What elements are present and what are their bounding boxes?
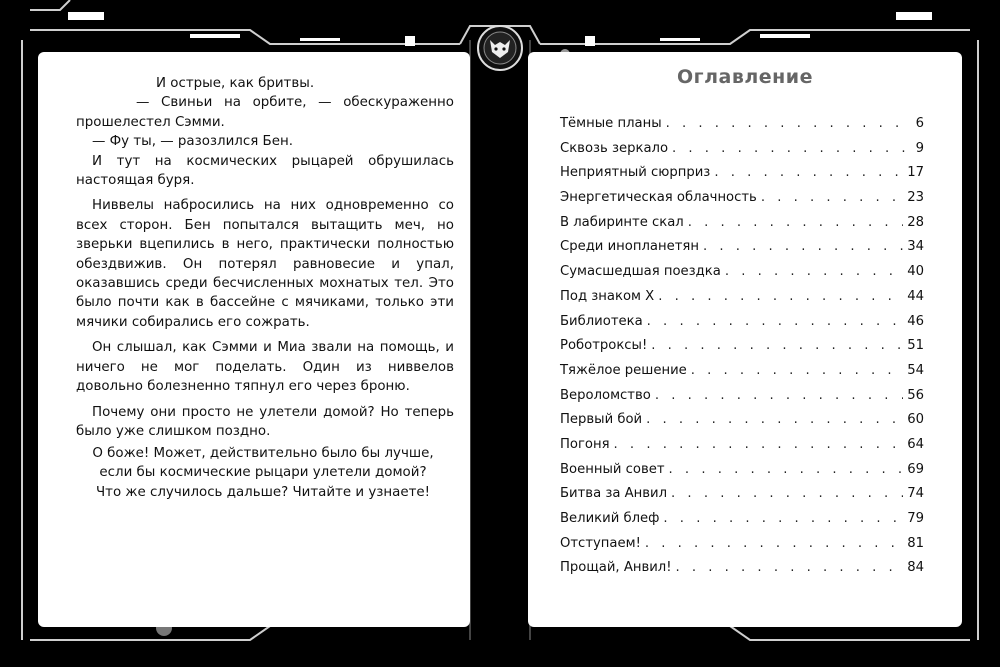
toc-entry-title: Роботроксы! [560, 338, 648, 354]
teaser-line: Что же случилось дальше? Читайте и узнаете! [96, 484, 430, 500]
toc-entry-title: Тёмные планы [560, 116, 662, 131]
teaser-line: О боже! Может, действительно было бы лучше, [92, 446, 434, 461]
toc-entry[interactable] [560, 363, 924, 388]
toc-entry-title: Библиотека [560, 313, 643, 329]
toc-leader-dots [655, 388, 903, 403]
toc-entry[interactable] [560, 215, 924, 240]
toc-page-number: 51 [907, 338, 924, 354]
toc-leader-dots [669, 462, 904, 477]
toc-entry[interactable] [560, 264, 924, 289]
toc-page-number: 81 [907, 535, 924, 551]
toc-entry-title: Сумасшедшая поездка [560, 264, 721, 280]
toc-page-number: 34 [907, 239, 924, 255]
teaser-text [78, 444, 448, 502]
toc-entry[interactable] [560, 338, 924, 363]
toc-leader-dots [672, 141, 906, 156]
toc-entry[interactable] [560, 462, 924, 487]
toc-page-number: 69 [907, 461, 924, 477]
paragraph: И тут на космических рыцарей обрушилась настоящая буря. [76, 153, 454, 189]
teaser-line: если бы космические рыцари улетели домой? [99, 465, 427, 481]
toc-entry-title: Вероломство [560, 387, 651, 403]
toc-leader-dots [714, 165, 903, 180]
toc-leader-dots [725, 264, 903, 279]
toc-entry[interactable] [560, 412, 924, 437]
right-page [528, 52, 962, 627]
toc-entry-title: Великий блеф [560, 511, 660, 526]
toc-leader-dots [691, 363, 903, 378]
toc-page-number: 40 [907, 264, 924, 280]
toc-entry-title: Битва за Анвил [560, 486, 668, 502]
toc-entry-title: Сквозь зеркало [560, 140, 669, 156]
toc-page-number: 79 [907, 511, 924, 526]
paragraph: Он слышал, как Сэмми и Миа звали на помощь, и ничего не мог поделать. Один из ниввелов довольно болезненно тяпнул его через броню. [76, 340, 454, 395]
toc-leader-dots [645, 536, 903, 551]
toc-page-number: 6 [915, 116, 924, 131]
toc-entry-title: Под знаком Х [560, 288, 655, 304]
toc-page-number: 46 [907, 313, 924, 329]
toc-page-number: 74 [907, 486, 924, 502]
toc-entry[interactable] [560, 511, 924, 536]
toc-entry[interactable] [560, 141, 924, 166]
toc-entry[interactable] [560, 116, 924, 141]
paragraph: — Свиньи на орбите, — обескураженно прошелестел Сэмми. [76, 95, 454, 130]
toc-page-number: 17 [907, 165, 924, 181]
toc-leader-dots [703, 239, 903, 254]
left-page [38, 52, 470, 627]
toc-leader-dots [647, 314, 904, 329]
toc-leader-dots [658, 289, 903, 304]
toc-leader-dots [666, 116, 906, 131]
toc-leader-dots [646, 412, 903, 427]
toc-entry-title: В лабиринте скал [560, 214, 684, 230]
toc-page-number: 60 [907, 412, 924, 428]
toc-entry[interactable] [560, 560, 924, 585]
toc-entry-title: Отступаем! [560, 535, 641, 551]
toc-entry[interactable] [560, 190, 924, 215]
toc-entry[interactable] [560, 437, 924, 462]
toc-entry-title: Военный совет [560, 461, 665, 477]
paragraph: Почему они просто не улетели домой? Но теперь было уже слишком поздно. [76, 404, 454, 439]
toc-leader-dots [761, 190, 903, 205]
toc-title: Оглавление [677, 66, 813, 88]
toc-leader-dots [671, 486, 903, 501]
paragraph: Ниввелы набросились на них одновременно со всех сторон. Бен попытался вытащить меч, но зверьки вцепились в него, практически полностью обездвижив. Он потерял равновесие и упал, оказавшись среди бесчисленных мохнатых тел. Это было почти как в бассейне с мячиками, только эти мячики собирались его сожрать. [76, 198, 454, 330]
toc-entry-title: Первый бой [560, 412, 643, 428]
wolf-emblem-icon [476, 24, 524, 72]
toc-entry-title: Прощай, Анвил! [560, 560, 672, 576]
toc-entry[interactable] [560, 165, 924, 190]
toc-leader-dots [614, 437, 904, 452]
toc-entry-title: Среди инопланетян [560, 239, 699, 255]
toc-leader-dots [651, 338, 903, 353]
toc-entry[interactable] [560, 486, 924, 511]
toc-leader-dots [688, 215, 903, 230]
toc-entry[interactable] [560, 289, 924, 314]
toc-page-number: 23 [907, 190, 924, 206]
toc-page-number: 9 [915, 140, 924, 156]
toc-page-number: 84 [907, 560, 924, 576]
toc-page-number: 56 [907, 387, 924, 403]
table-of-contents [560, 116, 924, 585]
toc-entry[interactable] [560, 314, 924, 339]
toc-leader-dots [676, 560, 904, 575]
toc-entry-title: Тяжёлое решение [560, 362, 687, 378]
toc-page-number: 28 [907, 214, 924, 230]
toc-page-number: 44 [907, 288, 924, 304]
toc-entry-title: Погоня [560, 436, 610, 452]
paragraph: И острые, как бритвы. [156, 76, 315, 91]
toc-entry[interactable] [560, 536, 924, 561]
toc-entry-title: Неприятный сюрприз [560, 165, 711, 181]
toc-entry[interactable] [560, 239, 924, 264]
toc-entry-title: Энергетическая облачность [560, 190, 757, 206]
toc-entry[interactable] [560, 388, 924, 413]
toc-page-number: 54 [907, 362, 924, 378]
paragraph: — Фу ты, — разозлился Бен. [92, 134, 293, 150]
story-text [76, 74, 454, 447]
toc-leader-dots [663, 511, 903, 526]
toc-page-number: 64 [907, 436, 924, 452]
